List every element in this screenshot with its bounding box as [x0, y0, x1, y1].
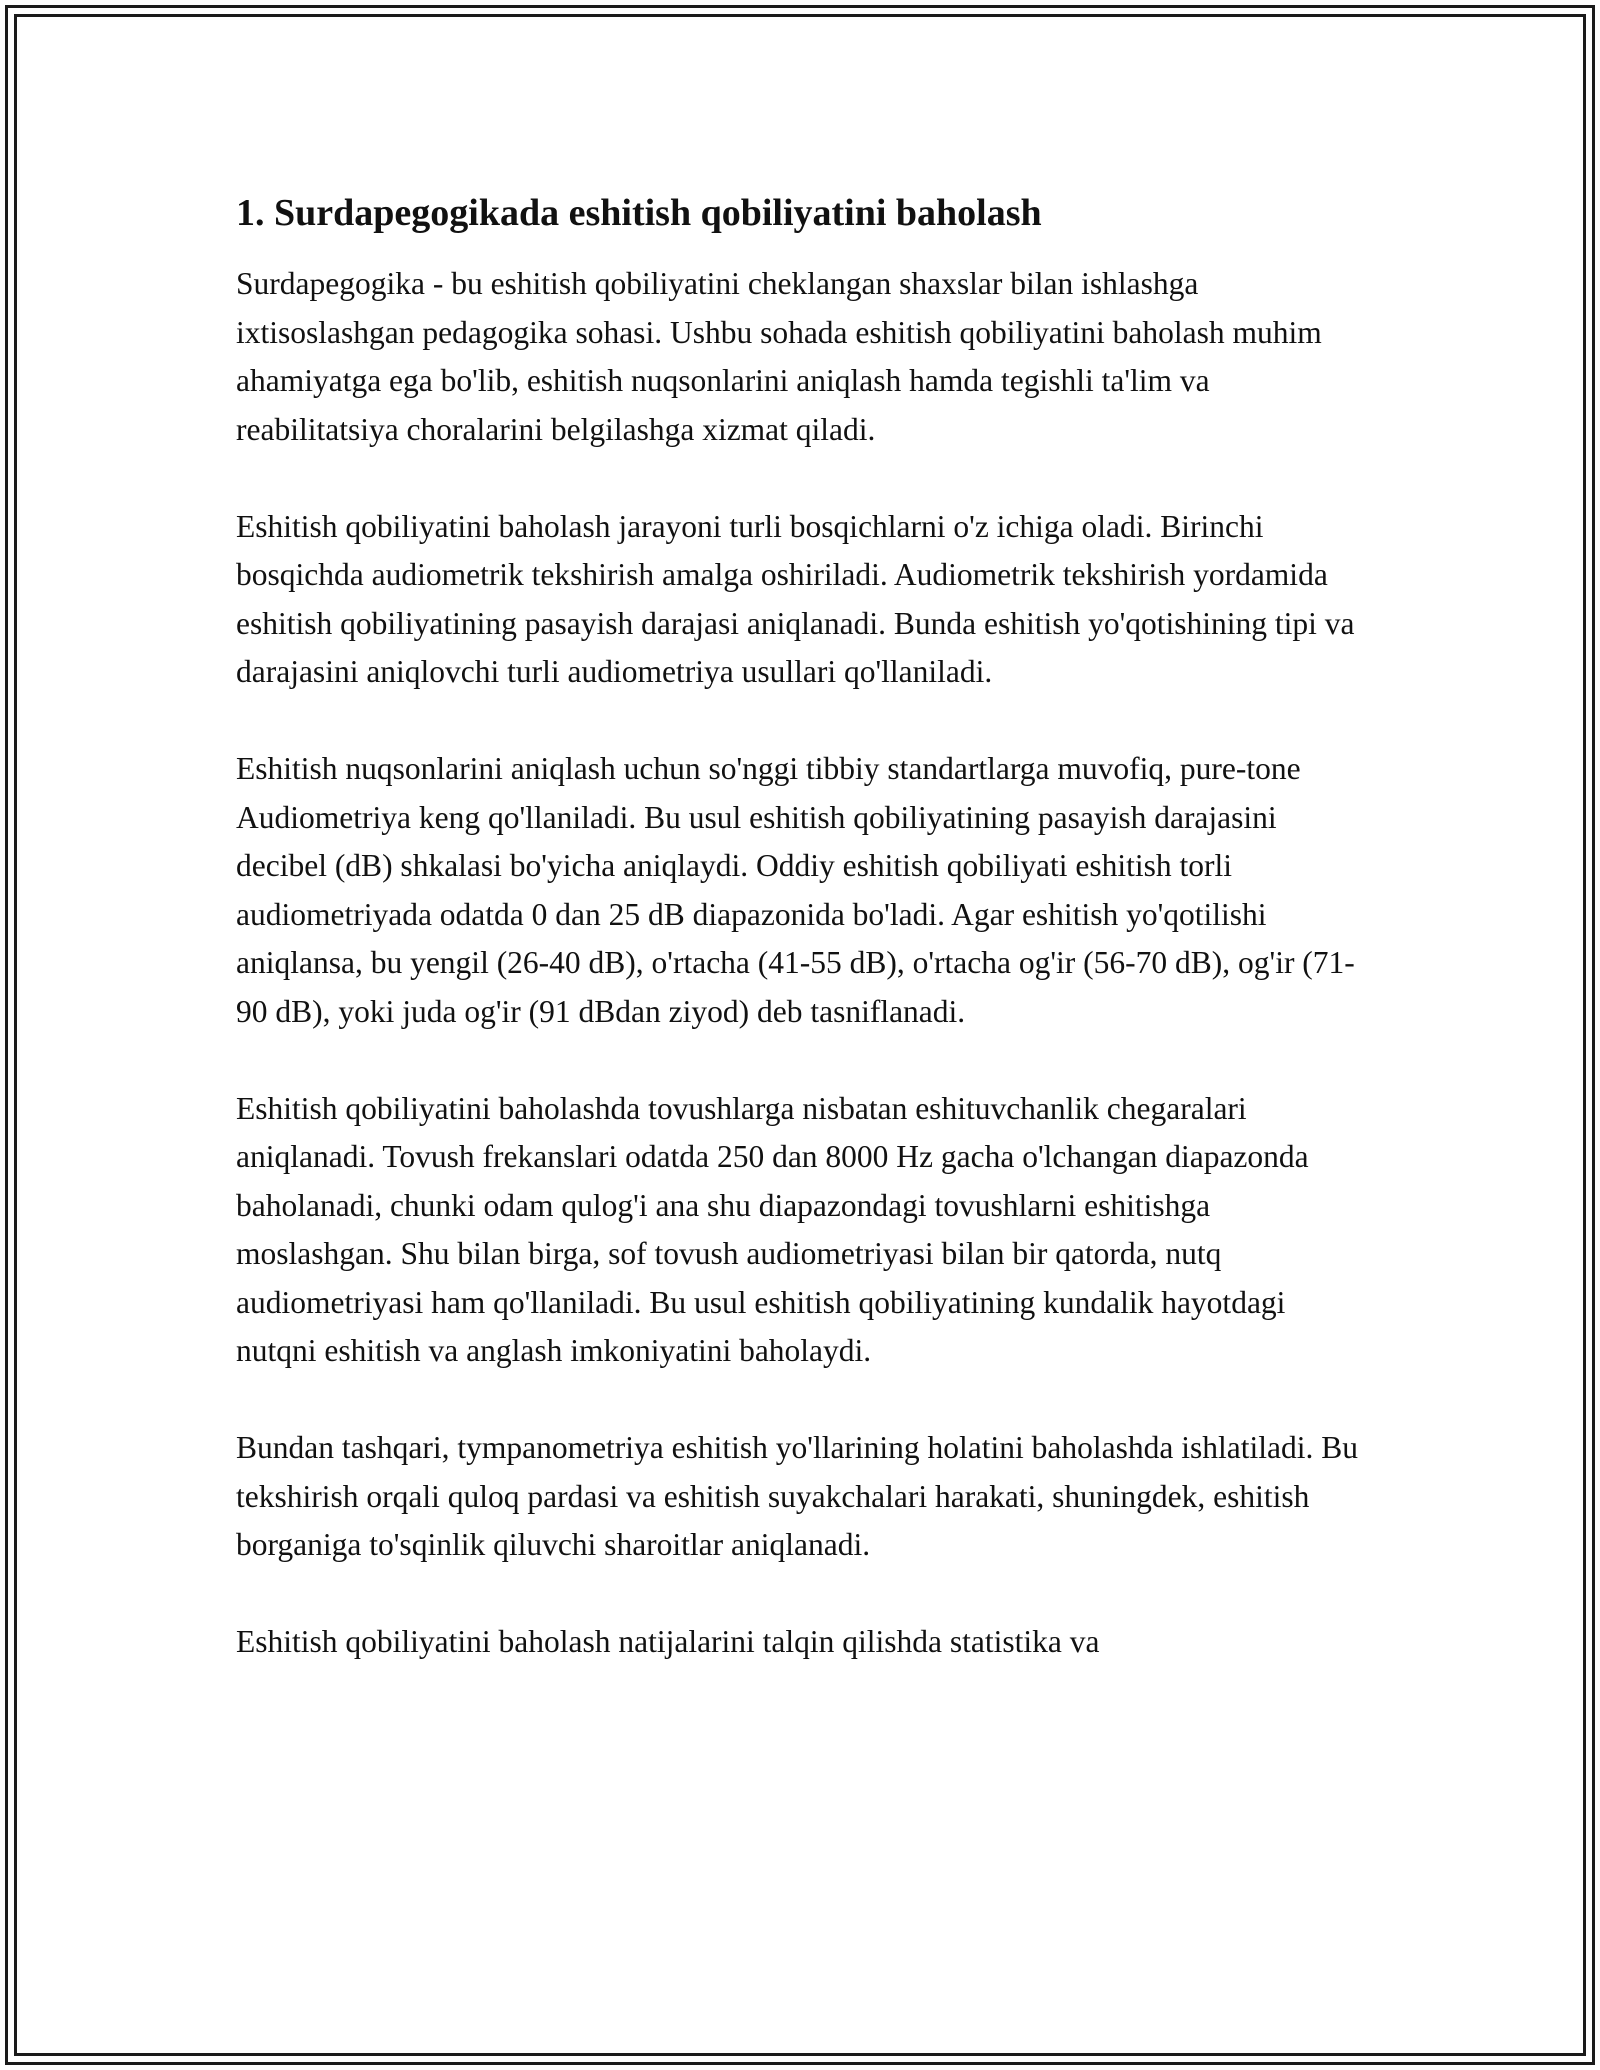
paragraph-tympanometry: Bundan tashqari, tympanometriya eshitish yo'llarining holatini baholashda ishlatiladi. Bu tekshirish orqali quloq pardasi va eshitish suyakchalari harakati, shuningdek, eshitish borganiga to'sqinlik qiluvchi sharoitlar aniqlanadi.	[236, 1430, 1358, 1562]
paragraph-pure-tone-audiometry: Eshitish nuqsonlarini aniqlash uchun so'nggi tibbiy standartlarga muvofiq, pure-tone Audiometriya keng qo'llaniladi. Bu usul eshitish qobiliyatining pasayish darajasini decibel (dB) shkalasi bo'yicha aniqlaydi. Oddiy eshitish qobiliyati eshitish torli audiometriyada odatda 0 dan 25 dB diapazonida bo'ladi. Agar eshitish yo'qotilishi aniqlansa, bu yengil (26-40 dB), o'rtacha (41-55 dB), o'rtacha og'ir (56-70 dB), og'ir (71-90 dB), yoki juda og'ir (91 dBdan ziyod) deb tasniflanadi.	[236, 751, 1355, 1029]
document-body	[236, 188, 1371, 1715]
section-heading: 1. Surdapegogikada eshitish qobiliyatini baholash	[236, 192, 1042, 234]
paragraph-frequency-thresholds: Eshitish qobiliyatini baholashda tovushlarga nisbatan eshituvchanlik chegaralari aniqlanadi. Tovush frekanslari odatda 250 dan 8000 Hz gacha o'lchangan diapazonda baholanadi, chunki odam qulog'i ana shu diapazondagi tovushlarni eshitishga moslashgan. Shu bilan birga, sof tovush audiometriyasi bilan bir qatorda, nutq audiometriyasi ham qo'llaniladi. Bu usul eshitish qobiliyatining kundalik hayotdagi nutqni eshitish va anglash imkoniyatini baholaydi.	[236, 1090, 1309, 1368]
paragraph-intro: Surdapegogika - bu eshitish qobiliyatini cheklangan shaxslar bilan ishlashga ixtisoslashgan pedagogika sohasi. Ushbu sohada eshitish qobiliyatini baholash muhim ahamiyatga ega bo'lib, eshitish nuqsonlarini aniqlash hamda tegishli ta'lim va reabilitatsiya choralarini belgilashga xizmat qiladi.	[236, 266, 1322, 447]
paragraph-interpretation: Eshitish qobiliyatini baholash natijalarini talqin qilishda statistika va	[236, 1624, 1100, 1659]
paragraph-assessment-stages: Eshitish qobiliyatini baholash jarayoni turli bosqichlarni o'z ichiga oladi. Birinchi bosqichda audiometrik tekshirish amalga oshiriladi. Audiometrik tekshirish yordamida eshitish qobiliyatining pasayish darajasi aniqlanadi. Bunda eshitish yo'qotishining tipi va darajasini aniqlovchi turli audiometriya usullari qo'llaniladi.	[236, 508, 1355, 689]
